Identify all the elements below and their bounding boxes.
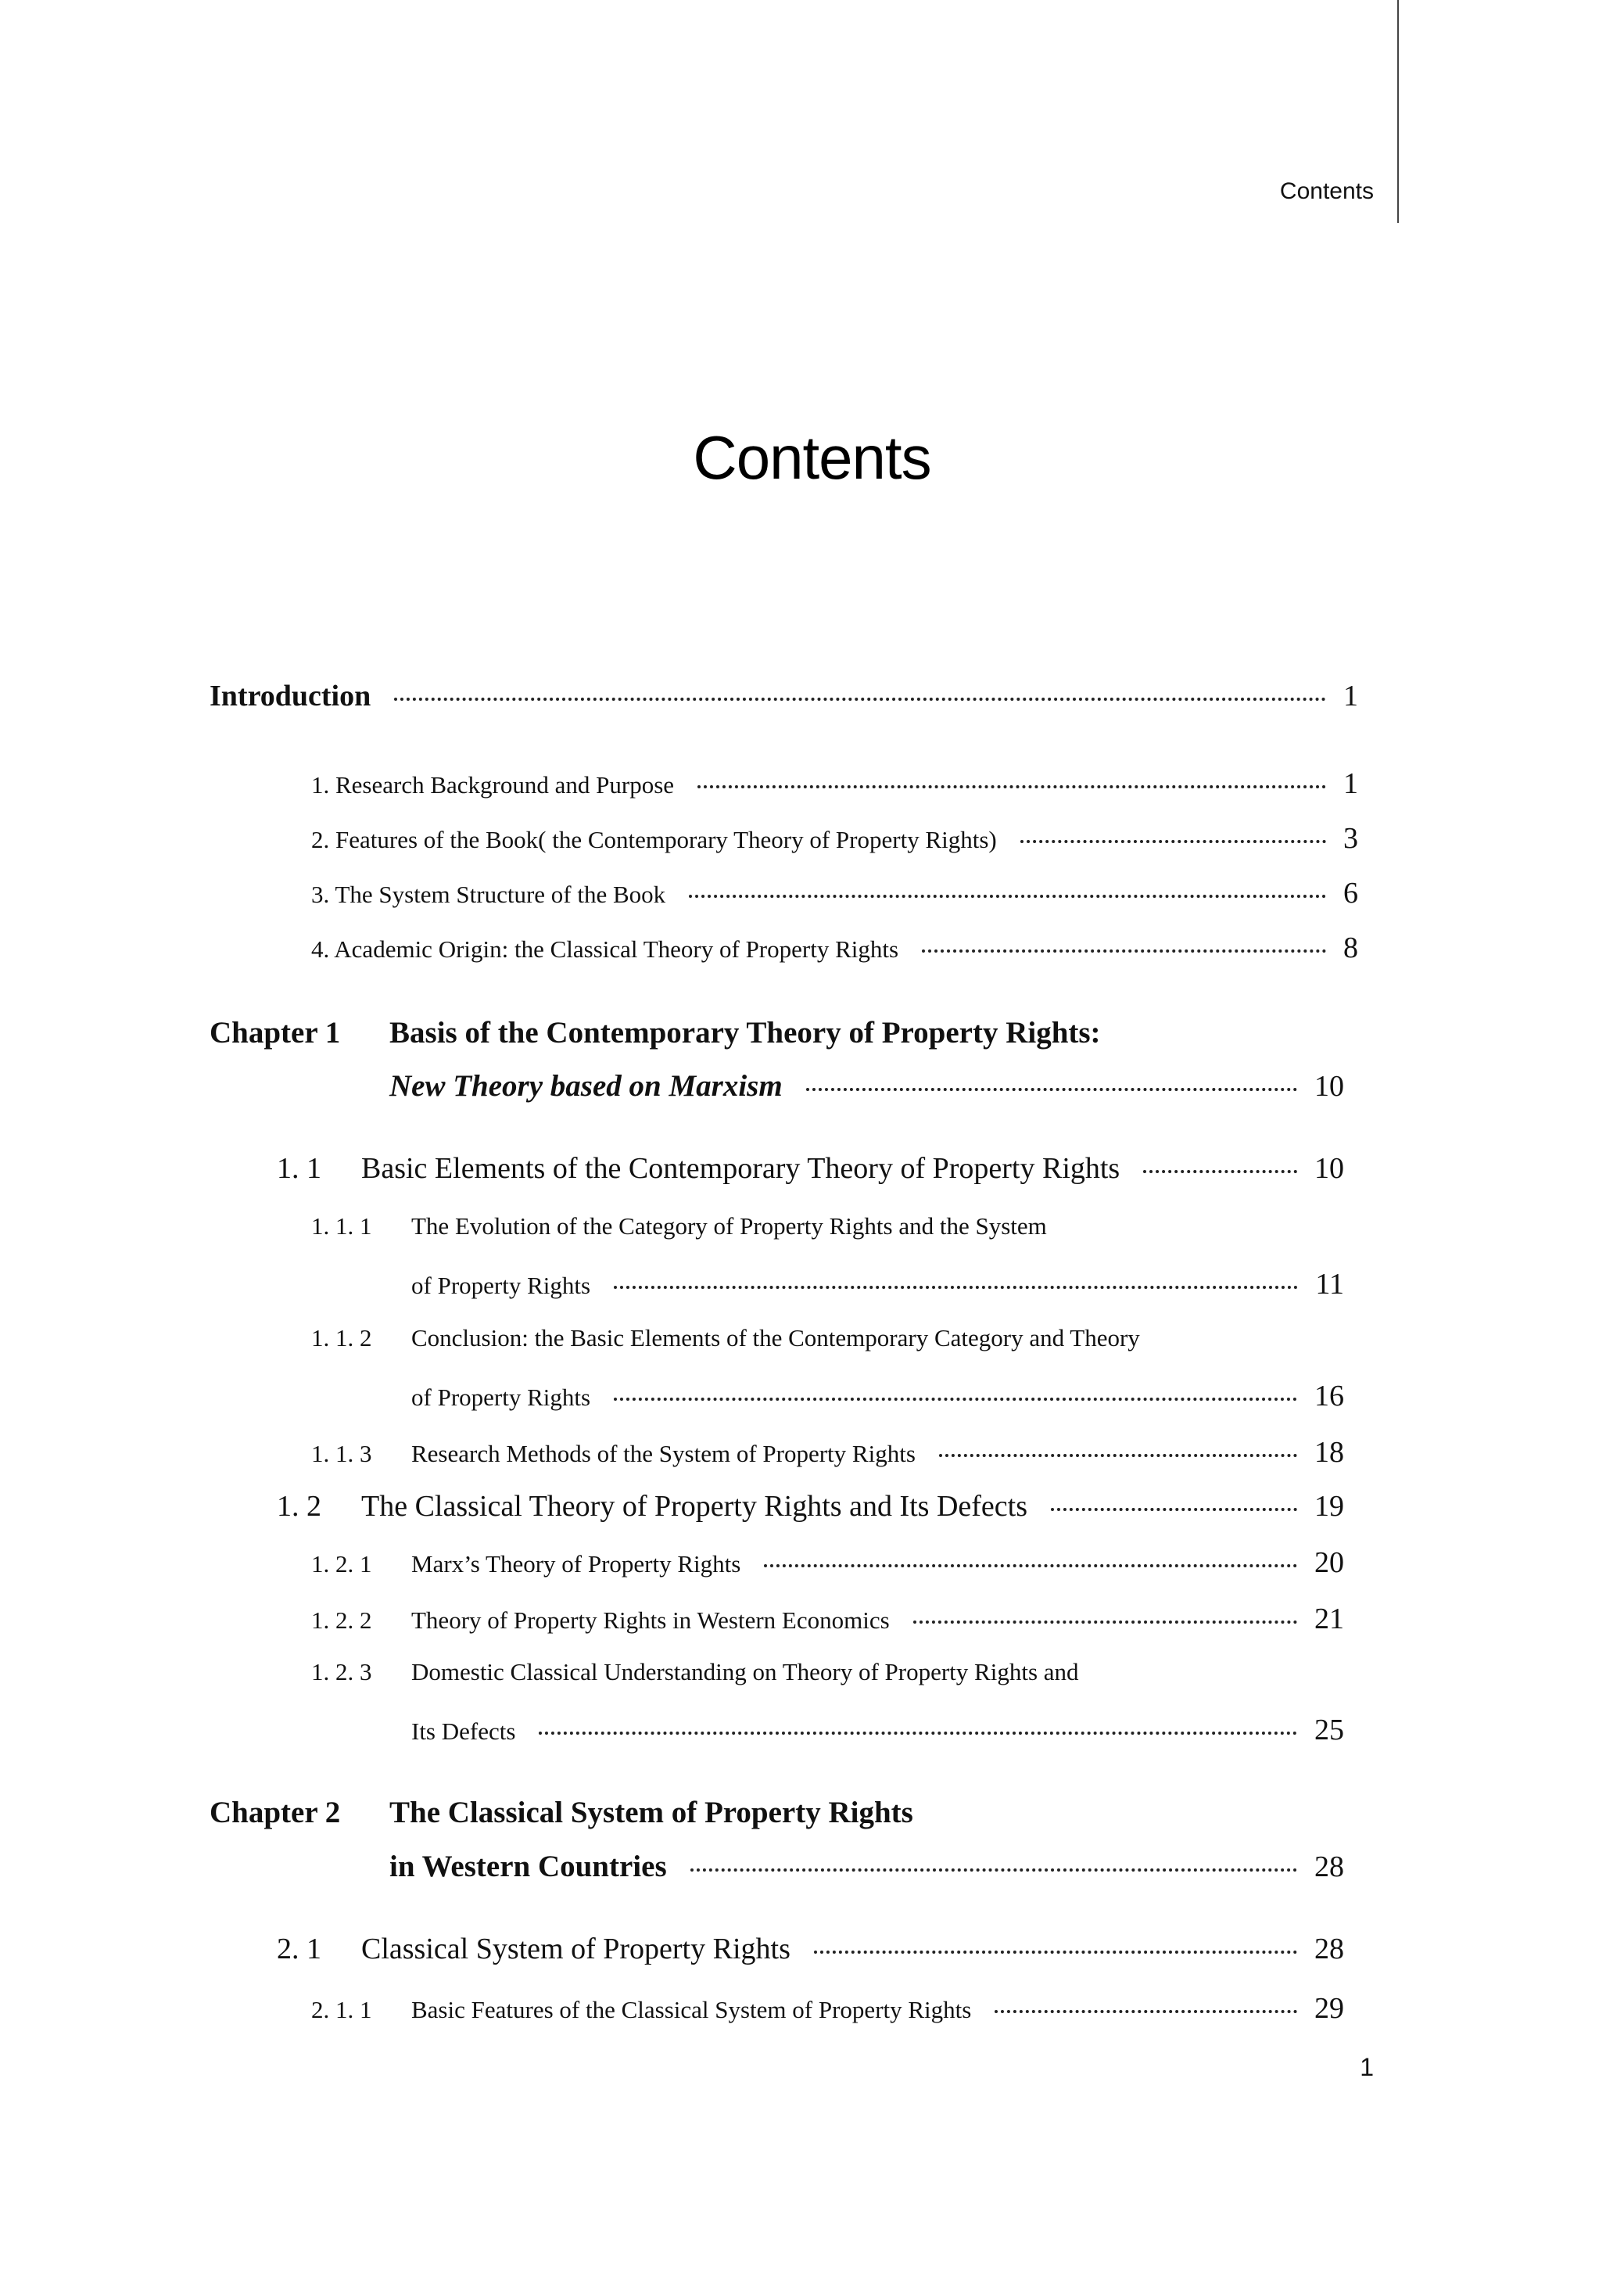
toc-entry-title: 2. Features of the Book( the Contemporary Theory of Property Rights) — [311, 826, 997, 853]
dot-leader — [614, 1397, 1297, 1401]
subsection-title: The Evolution of the Category of Property Rights and the System — [411, 1212, 1047, 1240]
toc-entry-title: Introduction — [210, 680, 371, 712]
toc-entry-intro-item[interactable] — [0, 821, 1624, 868]
toc-entry-intro-item[interactable] — [0, 876, 1624, 923]
page-title: Contents — [693, 423, 931, 492]
toc-entry-section-1-2[interactable] — [0, 1489, 1624, 1536]
chapter-title: New Theory based on Marxism — [389, 1069, 783, 1103]
chapter-number: Chapter 2 — [210, 1796, 341, 1829]
toc-entry-subsection-1-2-2[interactable] — [0, 1602, 1624, 1649]
dot-leader — [394, 697, 1326, 701]
toc-entry-page: 28 — [1314, 1850, 1344, 1883]
subsection-number: 1. 1. 3 — [311, 1440, 372, 1467]
toc-entry-section-1-1[interactable] — [0, 1151, 1624, 1198]
subsection-title: Theory of Property Rights in Western Economics — [411, 1606, 890, 1634]
subsection-title: Marx’s Theory of Property Rights — [411, 1550, 741, 1577]
toc-entry-page: 8 — [1343, 931, 1358, 964]
subsection-title: Conclusion: the Basic Elements of the Contemporary Category and Theory — [411, 1324, 1140, 1351]
subsection-title: Its Defects — [411, 1717, 516, 1745]
toc-entry-subsection-1-2-3[interactable] — [0, 1658, 1624, 1705]
toc-entry-subsection-1-1-2[interactable] — [0, 1324, 1624, 1371]
dot-leader — [939, 1453, 1297, 1457]
chapter-title: The Classical System of Property Rights — [389, 1796, 913, 1829]
dot-leader — [995, 2009, 1297, 2013]
footer-page-number: 1 — [1360, 2053, 1374, 2081]
toc-entry-page: 20 — [1314, 1546, 1344, 1579]
dot-leader — [697, 784, 1326, 788]
toc-entry-page: 10 — [1314, 1152, 1344, 1185]
subsection-title: Basic Features of the Classical System of Property Rights — [411, 1996, 972, 2023]
section-number: 2. 1 — [277, 1933, 321, 1965]
subsection-number: 1. 2. 1 — [311, 1550, 372, 1577]
section-title: The Classical Theory of Property Rights and Its Defects — [361, 1490, 1027, 1523]
toc-entry-subsection-1-1-2-cont[interactable] — [0, 1379, 1624, 1426]
subsection-number: 2. 1. 1 — [311, 1996, 372, 2023]
subsection-title: Research Methods of the System of Property Rights — [411, 1440, 916, 1467]
toc-entry-page: 6 — [1343, 877, 1358, 910]
toc-entry-subsection-1-1-1[interactable] — [0, 1212, 1624, 1259]
chapter-title: Basis of the Contemporary Theory of Property Rights: — [389, 1016, 1101, 1050]
toc-entry-subsection-1-2-3-cont[interactable] — [0, 1713, 1624, 1760]
toc-entry-title: 4. Academic Origin: the Classical Theory of Property Rights — [311, 935, 899, 963]
toc-entry-page: 28 — [1314, 1933, 1344, 1965]
subsection-title: of Property Rights — [411, 1272, 591, 1299]
section-number: 1. 2 — [277, 1490, 321, 1523]
toc-entry-subsection-1-1-3[interactable] — [0, 1435, 1624, 1482]
chapter-number: Chapter 1 — [210, 1016, 341, 1050]
toc-entry-title: 1. Research Background and Purpose — [311, 771, 675, 799]
subsection-title: Domestic Classical Understanding on Theory of Property Rights and — [411, 1658, 1079, 1685]
dot-leader — [764, 1563, 1297, 1567]
toc-entry-page: 19 — [1314, 1490, 1344, 1523]
dot-leader — [913, 1620, 1297, 1624]
toc-entry-page: 16 — [1314, 1380, 1344, 1412]
dot-leader — [814, 1950, 1297, 1954]
dot-leader — [690, 1868, 1297, 1872]
toc-entry-intro-item[interactable] — [0, 931, 1624, 978]
section-title: Basic Elements of the Contemporary Theory of Property Rights — [361, 1152, 1120, 1185]
toc-entry-page: 21 — [1314, 1603, 1344, 1635]
toc-entry-subsection-2-1-1[interactable] — [0, 1991, 1624, 2038]
chapter-title: in Western Countries — [389, 1850, 667, 1883]
subsection-title: of Property Rights — [411, 1384, 591, 1411]
toc-entry-page: 11 — [1315, 1268, 1344, 1301]
dot-leader — [806, 1087, 1297, 1091]
toc-entry-subsection-1-1-1-cont[interactable] — [0, 1267, 1624, 1314]
toc-entry-subsection-1-2-1[interactable] — [0, 1545, 1624, 1592]
toc-entry-page: 10 — [1314, 1070, 1344, 1103]
running-header: Contents — [1279, 178, 1374, 204]
toc-entry-chapter-2-cont[interactable] — [0, 1849, 1624, 1896]
dot-leader — [689, 894, 1326, 898]
toc-entry-chapter-2[interactable] — [0, 1795, 1624, 1842]
subsection-number: 1. 2. 2 — [311, 1606, 372, 1634]
toc-entry-page: 1 — [1343, 680, 1358, 712]
toc-entry-chapter-1[interactable] — [0, 1015, 1624, 1062]
subsection-number: 1. 2. 3 — [311, 1658, 372, 1685]
toc-entry-page: 18 — [1314, 1436, 1344, 1469]
dot-leader — [1020, 839, 1326, 843]
toc-entry-page: 1 — [1343, 767, 1358, 800]
section-title: Classical System of Property Rights — [361, 1933, 790, 1965]
toc-entry-page: 29 — [1314, 1992, 1344, 2025]
dot-leader — [614, 1285, 1298, 1289]
toc-entry-title: 3. The System Structure of the Book — [311, 881, 666, 908]
dot-leader — [1143, 1169, 1297, 1173]
dot-leader — [922, 949, 1326, 953]
toc-entry-section-2-1[interactable] — [0, 1932, 1624, 1979]
toc-entry-intro-item[interactable] — [0, 766, 1624, 813]
section-number: 1. 1 — [277, 1152, 321, 1185]
toc-entry-page: 3 — [1343, 822, 1358, 855]
toc-entry-introduction[interactable] — [0, 679, 1624, 726]
dot-leader — [1051, 1507, 1297, 1511]
dot-leader — [539, 1731, 1297, 1735]
toc-entry-chapter-1-cont[interactable] — [0, 1068, 1624, 1115]
subsection-number: 1. 1. 2 — [311, 1324, 372, 1351]
subsection-number: 1. 1. 1 — [311, 1212, 372, 1240]
toc-entry-page: 25 — [1314, 1714, 1344, 1746]
